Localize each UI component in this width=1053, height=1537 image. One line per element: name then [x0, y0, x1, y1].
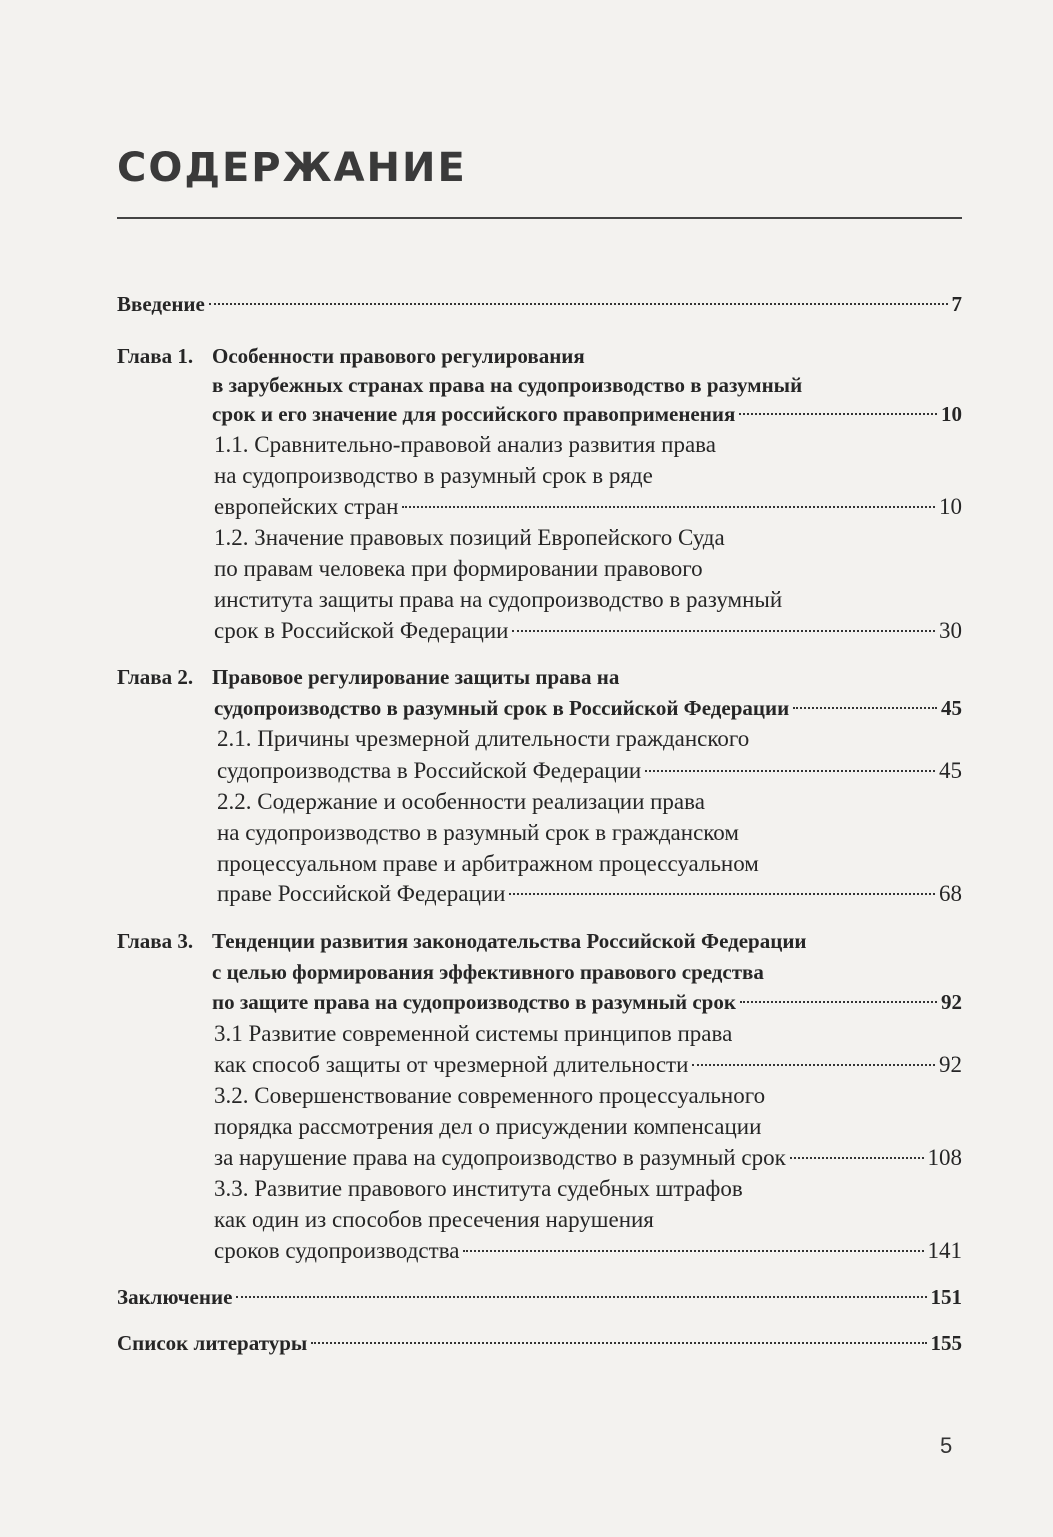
dot-leader: [509, 893, 935, 895]
section-title-line: праве Российской Федерации: [217, 881, 506, 906]
title-divider: [117, 217, 962, 219]
toc-chapter-3-last[interactable]: [117, 985, 962, 1019]
toc-section-1-2-cont2: [117, 583, 962, 617]
section-title-line: 1.2. Значение правовых позиций Европейского Суда: [214, 525, 725, 550]
toc-chapter-3-cont: [117, 955, 962, 989]
toc-page-number: 10: [941, 402, 962, 426]
dot-leader: [209, 303, 948, 305]
dot-leader: [645, 770, 935, 772]
chapter-title-line: в зарубежных странах права на судопроизводство в разумный: [212, 373, 803, 397]
toc-entry-intro[interactable]: [117, 287, 962, 321]
section-title-line: сроков судопроизводства: [214, 1238, 460, 1263]
chapter-title-line: с целью формирования эффективного правового средства: [212, 960, 764, 984]
toc-section-3-1[interactable]: [117, 1017, 962, 1051]
toc-section-2-2[interactable]: [117, 785, 962, 819]
section-title-line: 3.3. Развитие правового института судебных штрафов: [214, 1176, 743, 1201]
toc-section-1-1[interactable]: [117, 428, 962, 462]
section-title-line: 2.2. Содержание и особенности реализации права: [217, 789, 705, 814]
toc-page-number: 151: [930, 1285, 962, 1309]
section-title-line: на судопроизводство в разумный срок в ряде: [214, 463, 653, 488]
toc-page-number: 92: [941, 990, 962, 1014]
toc-entry-title: Введение: [117, 292, 205, 316]
toc-entry-title: Список литературы: [117, 1331, 308, 1355]
toc-section-2-2-cont2: [117, 847, 962, 881]
toc-section-3-2-last[interactable]: [117, 1141, 962, 1175]
toc-chapter-1-last[interactable]: [117, 397, 962, 431]
section-title-line: на судопроизводство в разумный срок в гражданском: [217, 820, 739, 845]
toc-page-number: 92: [939, 1052, 962, 1077]
toc-page-number: 68: [939, 881, 962, 906]
toc-section-3-1-last[interactable]: [117, 1048, 962, 1082]
toc-page-number: 7: [951, 292, 962, 316]
toc-section-2-2-cont: [117, 816, 962, 850]
toc-chapter-2[interactable]: [117, 660, 962, 694]
section-title-line: судопроизводства в Российской Федерации: [217, 758, 642, 783]
toc-section-3-2[interactable]: [117, 1079, 962, 1113]
toc-section-1-1-last[interactable]: [117, 490, 962, 524]
section-title-line: европейских стран: [214, 494, 399, 519]
toc-section-2-1[interactable]: [117, 722, 962, 756]
toc-section-1-2-last[interactable]: [117, 614, 962, 648]
section-title-line: института защиты права на судопроизводство в разумный: [214, 587, 783, 612]
chapter-title-line: по защите права на судопроизводство в разумный срок: [212, 990, 736, 1014]
section-title-line: как способ защиты от чрезмерной длительности: [214, 1052, 689, 1077]
toc-chapter-3[interactable]: [117, 924, 962, 958]
chapter-label: Глава 2.: [117, 665, 194, 689]
dot-leader: [793, 707, 937, 709]
dot-leader: [402, 506, 935, 508]
section-title-line: 3.1 Развитие современной системы принципов права: [214, 1021, 733, 1046]
section-title-line: процессуальном праве и арбитражном процессуальном: [217, 851, 759, 876]
toc-section-2-2-last[interactable]: [117, 877, 962, 911]
chapter-title-line: судопроизводство в разумный срок в Российской Федерации: [214, 696, 790, 720]
section-title-line: по правам человека при формировании правового: [214, 556, 703, 581]
chapter-title-line: Правовое регулирование защиты права на: [212, 665, 620, 689]
toc-page-number: 155: [930, 1331, 962, 1355]
toc-section-2-1-last[interactable]: [117, 754, 962, 788]
toc-section-1-2-cont: [117, 552, 962, 586]
page-title: СОДЕРЖАНИЕ: [117, 145, 467, 191]
dot-leader: [790, 1157, 924, 1159]
chapter-label: Глава 3.: [117, 929, 194, 953]
dot-leader: [692, 1064, 935, 1066]
toc-section-1-2[interactable]: [117, 521, 962, 555]
section-title-line: 3.2. Совершенствование современного процессуального: [214, 1083, 766, 1108]
chapter-title-line: Тенденции развития законодательства Российской Федерации: [212, 929, 807, 953]
toc-chapter-2-last[interactable]: [117, 691, 962, 725]
dot-leader: [512, 630, 935, 632]
chapter-title-line: срок и его значение для российского правоприменения: [212, 402, 736, 426]
toc-page-number: 45: [941, 696, 962, 720]
dot-leader: [740, 1001, 937, 1003]
section-title-line: 1.1. Сравнительно-правовой анализ развития права: [214, 432, 716, 457]
toc-section-3-3-cont: [117, 1203, 962, 1237]
section-title-line: порядка рассмотрения дел о присуждении компенсации: [214, 1114, 762, 1139]
dot-leader: [463, 1250, 923, 1252]
toc-section-3-3[interactable]: [117, 1172, 962, 1206]
chapter-label: Глава 1.: [117, 344, 194, 368]
dot-leader: [739, 413, 937, 415]
toc-page-number: 10: [939, 494, 962, 519]
toc-page-number: 30: [939, 618, 962, 643]
toc-entry-bibliography[interactable]: [117, 1326, 962, 1360]
toc-section-3-3-last[interactable]: [117, 1234, 962, 1268]
section-title-line: как один из способов пресечения нарушения: [214, 1207, 654, 1232]
dot-leader: [311, 1342, 926, 1344]
section-title-line: за нарушение права на судопроизводство в разумный срок: [214, 1145, 786, 1170]
page-number: 5: [940, 1433, 953, 1458]
section-title-line: срок в Российской Федерации: [214, 618, 509, 643]
section-title-line: 2.1. Причины чрезмерной длительности гражданского: [217, 726, 750, 751]
chapter-title-line: Особенности правового регулирования: [212, 344, 585, 368]
toc-entry-conclusion[interactable]: [117, 1280, 962, 1314]
dot-leader: [236, 1296, 926, 1298]
toc-page-number: 108: [927, 1145, 962, 1170]
toc-entry-title: Заключение: [117, 1285, 233, 1309]
toc-section-3-2-cont: [117, 1110, 962, 1144]
toc-section-1-1-cont: [117, 459, 962, 493]
toc-page-number: 141: [927, 1238, 962, 1263]
toc-page-number: 45: [939, 758, 962, 783]
